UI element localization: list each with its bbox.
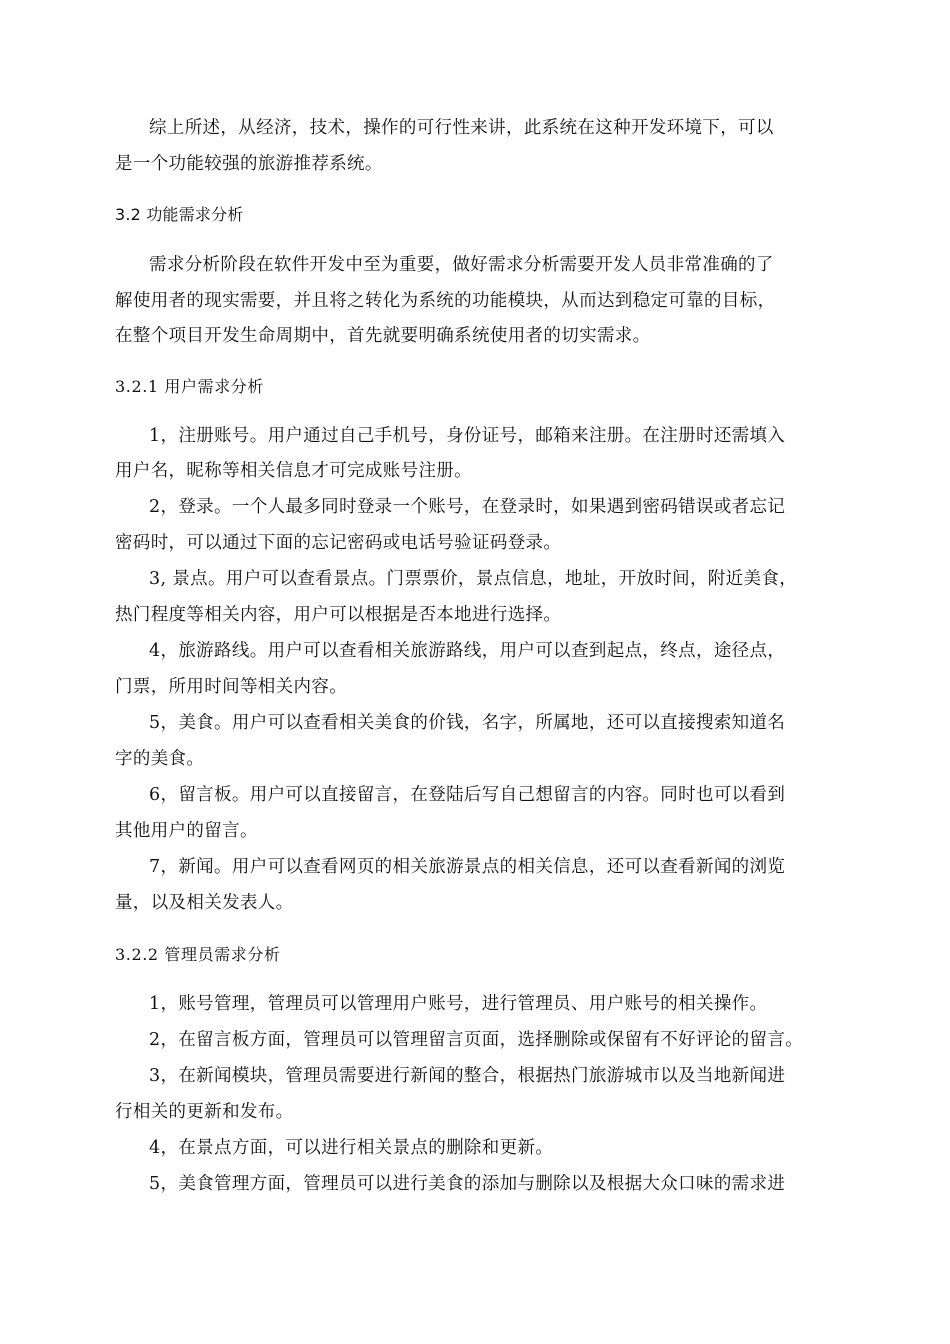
user-item-5-line-2: 字的美食。 [115,749,205,769]
paragraph-summary-line-1: 综上所述，从经济，技术，操作的可行性来讲，此系统在这种开发环境下，可以 [149,118,774,138]
user-item-4-line-1: 4，旅游路线。用户可以查看相关旅游路线，用户可以查到起点，终点，途径点， [149,641,786,661]
user-item-4-line-2: 门票，所用时间等相关内容。 [115,677,348,697]
user-item-2-line-1: 2，登录。一个人最多同时登录一个账号，在登录时，如果遇到密码错误或者忘记 [149,497,786,517]
user-item-3-line-2: 热门程度等相关内容，用户可以根据是否本地进行选择。 [115,605,562,625]
user-item-6-line-2: 其他用户的留言。 [115,821,258,841]
user-item-7-line-2: 量，以及相关发表人。 [115,893,294,913]
admin-item-3-line-1: 3，在新闻模块，管理员需要进行新闻的整合，根据热门旅游城市以及当地新闻进 [149,1066,786,1086]
admin-item-3-line-2: 行相关的更新和发布。 [115,1102,294,1122]
section-heading-3-2-2: 3.2.2 管理员需求分析 [115,945,281,964]
section-heading-3-2: 3.2 功能需求分析 [115,205,244,224]
user-item-6-line-1: 6，留言板。用户可以直接留言，在登陆后写自己想留言的内容。同时也可以看到 [149,785,786,805]
admin-item-5-line-1: 5，美食管理方面，管理员可以进行美食的添加与删除以及根据大众口味的需求进 [149,1174,786,1194]
paragraph-requirements-line-3: 在整个项目开发生命周期中，首先就要明确系统使用者的切实需求。 [115,326,651,346]
admin-item-4-line-1: 4，在景点方面，可以进行相关景点的删除和更新。 [149,1138,554,1158]
user-item-1-line-1: 1，注册账号。用户通过自己手机号，身份证号，邮箱来注册。在注册时还需填入 [149,426,786,446]
user-item-2-line-2: 密码时，可以通过下面的忘记密码或电话号验证码登录。 [115,533,562,553]
user-item-3-line-1: 3, 景点。用户可以查看景点。门票票价，景点信息，地址，开放时间，附近美食， [149,569,798,589]
paragraph-summary-line-2: 是一个功能较强的旅游推荐系统。 [115,154,383,174]
user-item-1-line-2: 用户名，昵称等相关信息才可完成账号注册。 [115,461,472,481]
paragraph-requirements-line-2: 解使用者的现实需要，并且将之转化为系统的功能模块，从而达到稳定可靠的目标， [115,291,776,311]
admin-item-2-line-1: 2，在留言板方面，管理员可以管理留言页面，选择删除或保留有不好评论的留言。 [149,1030,804,1050]
user-item-7-line-1: 7，新闻。用户可以查看网页的相关旅游景点的相关信息，还可以查看新闻的浏览 [149,857,786,877]
user-item-5-line-1: 5，美食。用户可以查看相关美食的价钱，名字，所属地，还可以直接搜索知道名 [149,713,786,733]
paragraph-requirements-line-1: 需求分析阶段在软件开发中至为重要，做好需求分析需要开发人员非常准确的了 [149,255,774,275]
section-heading-3-2-1: 3.2.1 用户需求分析 [115,377,264,396]
admin-item-1-line-1: 1，账号管理，管理员可以管理用户账号，进行管理员、用户账号的相关操作。 [149,994,768,1014]
